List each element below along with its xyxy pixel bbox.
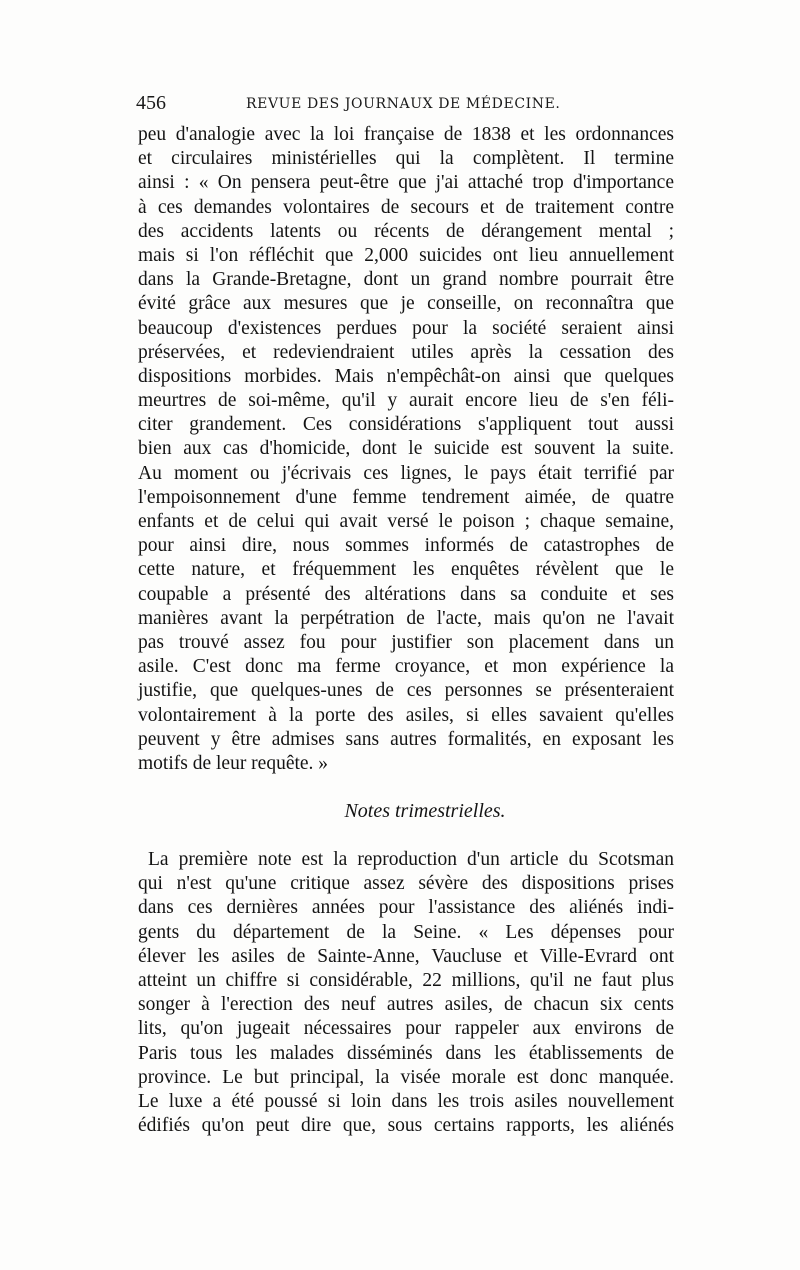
text-line: évité grâce aux mesures que je conseille, on reconnaîtra que bbox=[138, 293, 674, 315]
text-line: Paris tous les malades disséminés dans les établissements de bbox=[138, 1042, 674, 1064]
text-line: coupable a présenté des altérations dans sa conduite et ses bbox=[138, 583, 674, 605]
section-title-text: Notes trimestrielles. bbox=[344, 800, 506, 822]
text-line: ainsi : « On pensera peut-être que j'ai attaché trop d'importance bbox=[138, 172, 674, 194]
text-line: bien aux cas d'homicide, dont le suicide est souvent la suite. bbox=[138, 438, 674, 460]
text-line: justifie, que quelques-unes de ces personnes se présenteraient bbox=[138, 680, 674, 702]
text-line: La première note est la reproduction d'un article du Scotsman bbox=[148, 849, 674, 870]
text-line: dispositions morbides. Mais n'empêchât-on ainsi que quelques bbox=[138, 365, 674, 387]
page-number: 456 bbox=[136, 92, 166, 114]
text-line: lits, qu'on jugeait nécessaires pour rappeler aux environs de bbox=[138, 1018, 674, 1040]
paragraph-2 bbox=[138, 848, 674, 1138]
text-line: manières avant la perpétration de l'acte, mais qu'on ne l'avait bbox=[138, 607, 674, 629]
text-line: qui n'est qu'une critique assez sévère des dispositions prises bbox=[138, 873, 674, 895]
text-line: pour ainsi dire, nous sommes informés de catastrophes de bbox=[138, 535, 674, 557]
text-line: asile. C'est donc ma ferme croyance, et mon expérience la bbox=[138, 656, 674, 678]
page-header bbox=[136, 92, 676, 116]
text-line: dans ces dernières années pour l'assistance des aliénés indi- bbox=[138, 897, 674, 919]
text-line: édifiés qu'on peut dire que, sous certains rapports, les aliénés bbox=[138, 1115, 674, 1137]
text-line: volontairement à la porte des asiles, si elles savaient qu'elles bbox=[138, 704, 674, 726]
text-line: élever les asiles de Sainte-Anne, Vaucluse et Ville-Evrard ont bbox=[138, 945, 674, 967]
text-line: mais si l'on réfléchit que 2,000 suicides ont lieu annuellement bbox=[138, 244, 674, 266]
text-line: l'empoisonnement d'une femme tendrement aimée, de quatre bbox=[138, 486, 674, 508]
text-line: songer à l'erection des neuf autres asiles, de chacun six cents bbox=[138, 994, 674, 1016]
text-line: peu d'analogie avec la loi française de 1838 et les ordonnances bbox=[138, 124, 674, 145]
text-line: peuvent y être admises sans autres formalités, en exposant les bbox=[138, 728, 674, 750]
text-line: Le luxe a été poussé si loin dans les trois asiles nouvellement bbox=[138, 1090, 674, 1112]
paragraph-1 bbox=[138, 123, 674, 776]
text-line: dans la Grande-Bretagne, dont un grand nombre pourrait être bbox=[138, 269, 674, 291]
text-line: préservées, et redeviendraient utiles après la cessation des bbox=[138, 341, 674, 363]
text-line: citer grandement. Ces considérations s'appliquent tout aussi bbox=[138, 414, 674, 436]
text-line: pas trouvé assez fou pour justifier son placement dans un bbox=[138, 631, 674, 653]
text-line: des accidents latents ou récents de dérangement mental ; bbox=[138, 220, 674, 242]
text-line: beaucoup d'existences perdues pour la société seraient ainsi bbox=[138, 317, 674, 339]
text-line: Au moment ou j'écrivais ces lignes, le pays était terrifié par bbox=[138, 462, 674, 484]
text-line: gents du département de la Seine. « Les dépenses pour bbox=[138, 921, 674, 943]
text-line: à ces demandes volontaires de secours et de traitement contre bbox=[138, 196, 674, 218]
text-line: motifs de leur requête. » bbox=[138, 752, 329, 774]
running-head: REVUE DES JOURNAUX DE MÉDECINE. bbox=[246, 96, 561, 112]
text-line: atteint un chiffre si considérable, 22 millions, qu'il ne faut plus bbox=[138, 969, 674, 991]
text-line: enfants et de celui qui avait versé le poison ; chaque semaine, bbox=[138, 511, 674, 532]
text-line: province. Le but principal, la visée morale est donc manquée. bbox=[138, 1066, 674, 1088]
text-line: cette nature, et fréquemment les enquêtes révèlent que le bbox=[138, 559, 674, 581]
text-line: et circulaires ministérielles qui la complètent. Il termine bbox=[138, 148, 674, 170]
text-line: meurtres de soi-même, qu'il y aurait encore lieu de s'en féli- bbox=[138, 390, 674, 412]
section-title bbox=[0, 800, 800, 823]
